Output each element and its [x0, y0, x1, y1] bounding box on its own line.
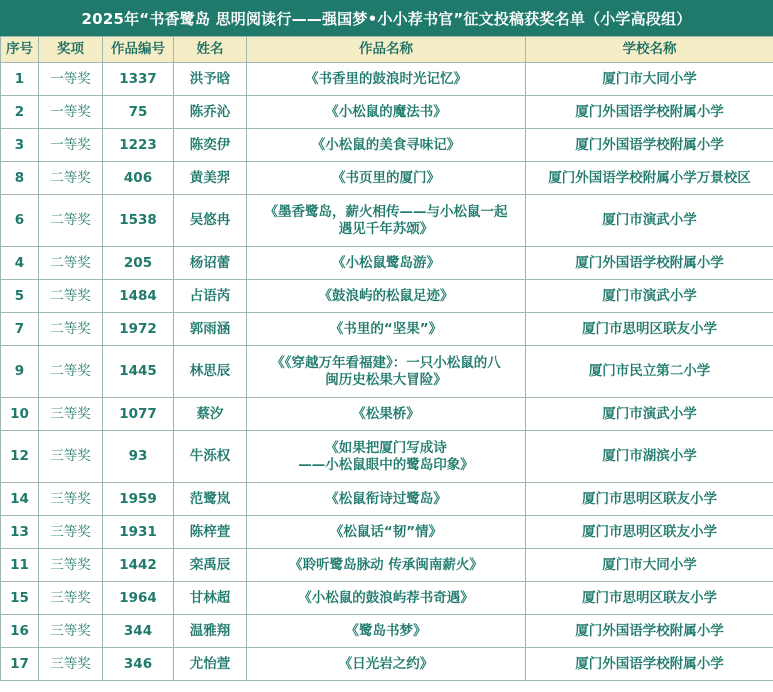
- cell-school: 厦门市民立第二小学: [526, 346, 773, 398]
- cell-school: 厦门市演武小学: [526, 398, 773, 431]
- cell-work-id: 1959: [103, 483, 174, 516]
- table-row: [1, 346, 773, 398]
- cell-award: 二等奖: [39, 280, 103, 313]
- cell-name: 陈奕伊: [174, 129, 247, 162]
- table-row: [1, 483, 773, 516]
- cell-award: 二等奖: [39, 346, 103, 398]
- cell-name: 林思辰: [174, 346, 247, 398]
- table-row: [1, 582, 773, 615]
- cell-award: 三等奖: [39, 431, 103, 483]
- work-title-line: 《书香里的鼓浪时光记忆》: [305, 70, 467, 87]
- cell-work-id: 1337: [103, 63, 174, 96]
- cell-name: 尤怡萱: [174, 648, 247, 681]
- cell-work-id: 1223: [103, 129, 174, 162]
- cell-work-title: [247, 615, 526, 648]
- work-title-line: 《小松鼠鹭岛游》: [332, 254, 440, 271]
- cell-work-title: [247, 549, 526, 582]
- cell-work-title: [247, 648, 526, 681]
- cell-no: 3: [1, 129, 39, 162]
- header-work-id: 作品编号: [103, 37, 174, 63]
- cell-work-id: 1972: [103, 313, 174, 346]
- cell-work-title: [247, 516, 526, 549]
- cell-school: 厦门市思明区联友小学: [526, 582, 773, 615]
- cell-name: 洪予晗: [174, 63, 247, 96]
- work-title-line: 《书页里的厦门》: [332, 169, 440, 186]
- cell-award: 三等奖: [39, 549, 103, 582]
- cell-no: 13: [1, 516, 39, 549]
- work-title-line: 《小松鼠的魔法书》: [325, 103, 447, 120]
- table-row: [1, 549, 773, 582]
- cell-school: 厦门外国语学校附属小学: [526, 615, 773, 648]
- cell-award: 二等奖: [39, 162, 103, 195]
- cell-no: 15: [1, 582, 39, 615]
- header-row: [1, 37, 773, 63]
- cell-school: 厦门市湖滨小学: [526, 431, 773, 483]
- cell-work-title: [247, 582, 526, 615]
- cell-name: 栾禹辰: [174, 549, 247, 582]
- cell-school: 厦门外国语学校附属小学: [526, 247, 773, 280]
- work-title-line: 《墨香鹭岛，薪火相传——与小松鼠一起: [264, 203, 508, 220]
- work-title-line: 《松鼠衔诗过鹭岛》: [325, 490, 447, 507]
- work-title-line: 《如果把厦门写成诗: [325, 439, 447, 456]
- header-work-title: 作品名称: [247, 37, 526, 63]
- cell-school: 厦门市演武小学: [526, 280, 773, 313]
- work-title-line: 《聆听鹭岛脉动 传承闽南薪火》: [289, 556, 483, 573]
- cell-work-id: 344: [103, 615, 174, 648]
- cell-school: 厦门市思明区联友小学: [526, 483, 773, 516]
- work-title-line: 《小松鼠的鼓浪屿荐书奇遇》: [298, 589, 474, 606]
- cell-no: 8: [1, 162, 39, 195]
- cell-no: 12: [1, 431, 39, 483]
- cell-work-id: 93: [103, 431, 174, 483]
- work-title-line: 《鹭岛书梦》: [345, 622, 427, 639]
- cell-name: 蔡汐: [174, 398, 247, 431]
- work-title-line: 《松鼠话“韧”情》: [329, 523, 443, 540]
- cell-school: 厦门外国语学校附属小学: [526, 129, 773, 162]
- cell-work-title: [247, 313, 526, 346]
- header-award: 奖项: [39, 37, 103, 63]
- cell-work-id: 406: [103, 162, 174, 195]
- work-title-line: 《日光岩之约》: [338, 655, 434, 672]
- cell-award: 一等奖: [39, 63, 103, 96]
- work-title-line: 《《穿越万年看福建》：一只小松鼠的八: [271, 354, 501, 371]
- cell-no: 14: [1, 483, 39, 516]
- table-row: [1, 247, 773, 280]
- cell-work-id: 1442: [103, 549, 174, 582]
- cell-school: 厦门市思明区联友小学: [526, 313, 773, 346]
- cell-name: 甘林超: [174, 582, 247, 615]
- table-header: [1, 37, 773, 63]
- cell-name: 陈乔沁: [174, 96, 247, 129]
- cell-work-title: [247, 162, 526, 195]
- work-title-line: 《小松鼠的美食寻味记》: [311, 136, 461, 153]
- cell-work-id: 1077: [103, 398, 174, 431]
- cell-school: 厦门市大同小学: [526, 63, 773, 96]
- work-title-line: 《鼓浪屿的松鼠足迹》: [318, 287, 454, 304]
- cell-work-id: 1538: [103, 195, 174, 247]
- cell-school: 厦门市演武小学: [526, 195, 773, 247]
- cell-award: 三等奖: [39, 483, 103, 516]
- cell-no: 11: [1, 549, 39, 582]
- table-body: [1, 63, 773, 681]
- cell-work-title: [247, 483, 526, 516]
- cell-school: 厦门市思明区联友小学: [526, 516, 773, 549]
- cell-name: 陈梓萱: [174, 516, 247, 549]
- cell-name: 牛泺权: [174, 431, 247, 483]
- cell-work-id: 205: [103, 247, 174, 280]
- cell-work-title: [247, 431, 526, 483]
- cell-award: 二等奖: [39, 247, 103, 280]
- cell-work-title: [247, 96, 526, 129]
- cell-no: 1: [1, 63, 39, 96]
- cell-no: 16: [1, 615, 39, 648]
- table-row: [1, 162, 773, 195]
- table-row: [1, 313, 773, 346]
- table-row: [1, 516, 773, 549]
- cell-award: 一等奖: [39, 96, 103, 129]
- cell-award: 三等奖: [39, 615, 103, 648]
- cell-no: 4: [1, 247, 39, 280]
- header-no: 序号: [1, 37, 39, 63]
- cell-work-title: [247, 63, 526, 96]
- cell-work-id: 346: [103, 648, 174, 681]
- table-row: [1, 431, 773, 483]
- cell-work-id: 1931: [103, 516, 174, 549]
- cell-name: 范鹭岚: [174, 483, 247, 516]
- header-name: 姓名: [174, 37, 247, 63]
- cell-work-title: [247, 346, 526, 398]
- table-row: [1, 129, 773, 162]
- table-row: [1, 648, 773, 681]
- cell-award: 三等奖: [39, 582, 103, 615]
- cell-award: 二等奖: [39, 195, 103, 247]
- cell-work-id: 1964: [103, 582, 174, 615]
- cell-no: 10: [1, 398, 39, 431]
- cell-work-title: [247, 195, 526, 247]
- table-row: [1, 63, 773, 96]
- cell-award: 三等奖: [39, 648, 103, 681]
- cell-work-id: 1484: [103, 280, 174, 313]
- cell-no: 6: [1, 195, 39, 247]
- cell-award: 一等奖: [39, 129, 103, 162]
- cell-work-title: [247, 280, 526, 313]
- cell-name: 黄美羿: [174, 162, 247, 195]
- cell-school: 厦门外国语学校附属小学万景校区: [526, 162, 773, 195]
- cell-award: 三等奖: [39, 398, 103, 431]
- cell-name: 杨诏蕾: [174, 247, 247, 280]
- cell-no: 5: [1, 280, 39, 313]
- cell-work-id: 75: [103, 96, 174, 129]
- sheet-title: 2025年“书香鹭岛 思明阅读行——强国梦•小小荐书官”征文投稿获奖名单（小学高段组）: [0, 0, 773, 36]
- cell-work-id: 1445: [103, 346, 174, 398]
- cell-school: 厦门外国语学校附属小学: [526, 96, 773, 129]
- work-title-line: ——小松鼠眼中的鹭岛印象》: [298, 456, 474, 473]
- work-title-line: 《书里的“坚果”》: [329, 320, 443, 337]
- table-row: [1, 280, 773, 313]
- cell-work-title: [247, 129, 526, 162]
- work-title-line: 《松果桥》: [352, 405, 420, 422]
- table-row: [1, 96, 773, 129]
- cell-name: 温雅翔: [174, 615, 247, 648]
- cell-name: 郭雨涵: [174, 313, 247, 346]
- cell-no: 2: [1, 96, 39, 129]
- cell-school: 厦门外国语学校附属小学: [526, 648, 773, 681]
- table-row: [1, 195, 773, 247]
- work-title-line: 闽历史松果大冒险》: [325, 371, 447, 388]
- award-table: [0, 36, 773, 681]
- cell-name: 占语芮: [174, 280, 247, 313]
- cell-no: 9: [1, 346, 39, 398]
- cell-work-title: [247, 247, 526, 280]
- header-school: 学校名称: [526, 37, 773, 63]
- cell-no: 7: [1, 313, 39, 346]
- cell-award: 二等奖: [39, 313, 103, 346]
- cell-award: 三等奖: [39, 516, 103, 549]
- cell-no: 17: [1, 648, 39, 681]
- cell-school: 厦门市大同小学: [526, 549, 773, 582]
- cell-work-title: [247, 398, 526, 431]
- work-title-line: 遇见千年苏颂》: [338, 220, 434, 237]
- table-row: [1, 615, 773, 648]
- cell-name: 吴悠冉: [174, 195, 247, 247]
- table-row: [1, 398, 773, 431]
